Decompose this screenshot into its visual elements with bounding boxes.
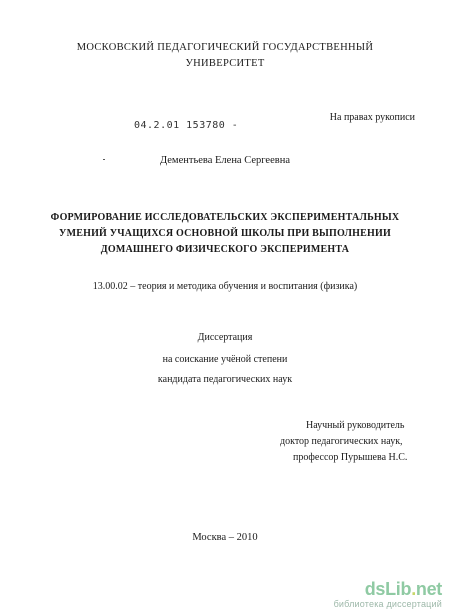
logo-main-text: dsLib bbox=[364, 579, 412, 599]
specialty-code: 13.00.02 – теория и методика обучения и воспитания (физика) bbox=[92, 281, 358, 292]
supervisor-name: профессор Пурышева Н.С. bbox=[293, 452, 408, 463]
dslib-watermark bbox=[284, 579, 444, 609]
degree-line1: на соискание учёной степени bbox=[162, 354, 288, 365]
manuscript-rights-note: На правах рукописи bbox=[329, 112, 415, 123]
university-name-line1: МОСКОВСКИЙ ПЕДАГОГИЧЕСКИЙ ГОСУДАРСТВЕННЫЙ bbox=[76, 42, 374, 53]
title-line2: УМЕНИЙ УЧАЩИХСЯ ОСНОВНОЙ ШКОЛЫ ПРИ ВЫПОЛНЕНИИ bbox=[59, 228, 391, 239]
watermark-subtitle: библиотека диссертаций bbox=[333, 599, 442, 609]
title-line1: ФОРМИРОВАНИЕ ИССЛЕДОВАТЕЛЬСКИХ ЭКСПЕРИМЕНТАЛЬНЫХ bbox=[50, 212, 400, 223]
supervisor-title: Научный руководитель bbox=[306, 420, 405, 431]
university-name-line2: УНИВЕРСИТЕТ bbox=[185, 58, 265, 69]
supervisor-degree: доктор педагогических наук, bbox=[280, 436, 403, 447]
logo-tld-text: net bbox=[415, 579, 442, 599]
city-year: Москва – 2010 bbox=[192, 532, 258, 543]
degree-line2: кандидата педагогических наук bbox=[157, 374, 293, 385]
logo-dot: . bbox=[411, 579, 416, 599]
registration-stamp: 04.2.01 153780 - bbox=[134, 120, 239, 131]
dissertation-label: Диссертация bbox=[197, 332, 253, 343]
title-line3: ДОМАШНЕГО ФИЗИЧЕСКОГО ЭКСПЕРИМЕНТА bbox=[100, 244, 350, 255]
author-name: Дементьева Елена Сергеевна bbox=[159, 155, 290, 166]
dslib-logo bbox=[365, 579, 442, 600]
